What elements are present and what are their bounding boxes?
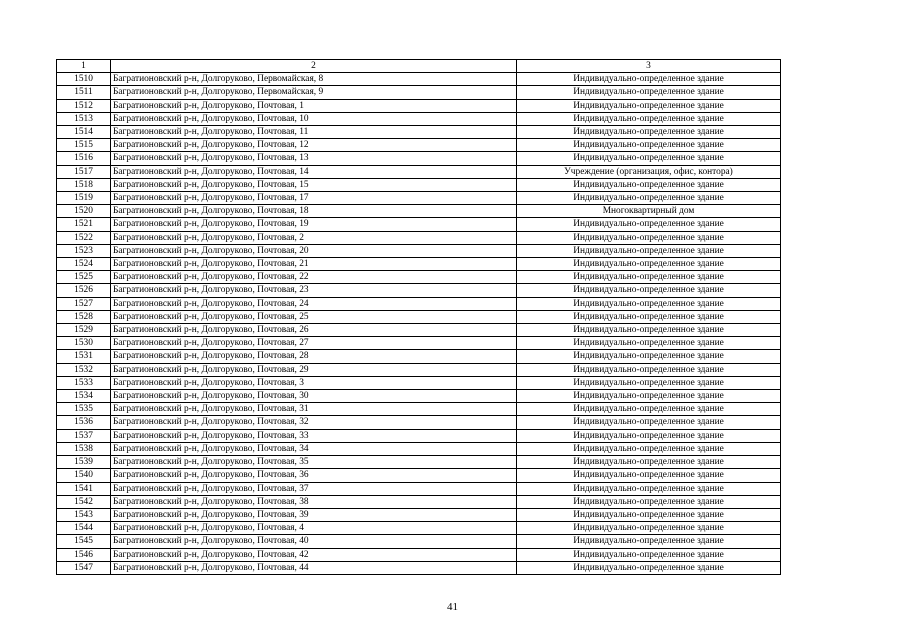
row-number: 1519 bbox=[57, 192, 111, 205]
address-cell: Багратионовский р-н, Долгоруково, Почтовая, 35 bbox=[111, 456, 517, 469]
object-type-cell: Индивидуально-определенное здание bbox=[517, 561, 781, 574]
object-type-cell: Индивидуально-определенное здание bbox=[517, 231, 781, 244]
row-number: 1528 bbox=[57, 310, 111, 323]
address-cell: Багратионовский р-н, Долгоруково, Почтовая, 23 bbox=[111, 284, 517, 297]
address-cell: Багратионовский р-н, Долгоруково, Почтовая, 34 bbox=[111, 442, 517, 455]
table-row bbox=[57, 112, 781, 125]
row-number: 1530 bbox=[57, 337, 111, 350]
column-header-3: 3 bbox=[517, 60, 781, 73]
row-number: 1518 bbox=[57, 178, 111, 191]
row-number: 1536 bbox=[57, 416, 111, 429]
row-number: 1525 bbox=[57, 271, 111, 284]
address-cell: Багратионовский р-н, Долгоруково, Почтовая, 10 bbox=[111, 112, 517, 125]
table-row bbox=[57, 535, 781, 548]
registry-table bbox=[56, 59, 781, 575]
address-cell: Багратионовский р-н, Долгоруково, Почтовая, 30 bbox=[111, 390, 517, 403]
row-number: 1527 bbox=[57, 297, 111, 310]
table-row bbox=[57, 324, 781, 337]
address-cell: Багратионовский р-н, Долгоруково, Почтовая, 24 bbox=[111, 297, 517, 310]
object-type-cell: Индивидуально-определенное здание bbox=[517, 218, 781, 231]
row-number: 1510 bbox=[57, 73, 111, 86]
address-cell: Багратионовский р-н, Долгоруково, Почтовая, 25 bbox=[111, 310, 517, 323]
row-number: 1531 bbox=[57, 350, 111, 363]
table-row bbox=[57, 482, 781, 495]
object-type-cell: Индивидуально-определенное здание bbox=[517, 126, 781, 139]
table-row bbox=[57, 152, 781, 165]
address-cell: Багратионовский р-н, Долгоруково, Почтовая, 33 bbox=[111, 429, 517, 442]
address-cell: Багратионовский р-н, Долгоруково, Почтовая, 27 bbox=[111, 337, 517, 350]
object-type-cell: Индивидуально-определенное здание bbox=[517, 495, 781, 508]
row-number: 1511 bbox=[57, 86, 111, 99]
row-number: 1515 bbox=[57, 139, 111, 152]
object-type-cell: Индивидуально-определенное здание bbox=[517, 376, 781, 389]
row-number: 1542 bbox=[57, 495, 111, 508]
table-row bbox=[57, 522, 781, 535]
table-row bbox=[57, 99, 781, 112]
row-number: 1541 bbox=[57, 482, 111, 495]
address-cell: Багратионовский р-н, Долгоруково, Почтовая, 38 bbox=[111, 495, 517, 508]
table-row bbox=[57, 416, 781, 429]
object-type-cell: Индивидуально-определенное здание bbox=[517, 337, 781, 350]
row-number: 1534 bbox=[57, 390, 111, 403]
object-type-cell: Индивидуально-определенное здание bbox=[517, 429, 781, 442]
address-cell: Багратионовский р-н, Долгоруково, Почтовая, 14 bbox=[111, 165, 517, 178]
table-row bbox=[57, 297, 781, 310]
row-number: 1532 bbox=[57, 363, 111, 376]
object-type-cell: Индивидуально-определенное здание bbox=[517, 469, 781, 482]
object-type-cell: Индивидуально-определенное здание bbox=[517, 112, 781, 125]
table-row bbox=[57, 126, 781, 139]
table-row bbox=[57, 218, 781, 231]
row-number: 1547 bbox=[57, 561, 111, 574]
object-type-cell: Индивидуально-определенное здание bbox=[517, 442, 781, 455]
object-type-cell: Индивидуально-определенное здание bbox=[517, 271, 781, 284]
object-type-cell: Индивидуально-определенное здание bbox=[517, 258, 781, 271]
table-row bbox=[57, 258, 781, 271]
row-number: 1523 bbox=[57, 244, 111, 257]
table-row bbox=[57, 231, 781, 244]
object-type-cell: Индивидуально-определенное здание bbox=[517, 548, 781, 561]
table-row bbox=[57, 192, 781, 205]
table-row bbox=[57, 363, 781, 376]
table-row bbox=[57, 139, 781, 152]
table-row bbox=[57, 429, 781, 442]
object-type-cell: Индивидуально-определенное здание bbox=[517, 73, 781, 86]
row-number: 1543 bbox=[57, 508, 111, 521]
table-row bbox=[57, 310, 781, 323]
row-number: 1539 bbox=[57, 456, 111, 469]
object-type-cell: Индивидуально-определенное здание bbox=[517, 178, 781, 191]
table-row bbox=[57, 548, 781, 561]
object-type-cell: Индивидуально-определенное здание bbox=[517, 284, 781, 297]
address-cell: Багратионовский р-н, Долгоруково, Почтовая, 13 bbox=[111, 152, 517, 165]
table-row bbox=[57, 178, 781, 191]
table-row bbox=[57, 271, 781, 284]
address-cell: Багратионовский р-н, Долгоруково, Почтовая, 22 bbox=[111, 271, 517, 284]
object-type-cell: Индивидуально-определенное здание bbox=[517, 363, 781, 376]
address-cell: Багратионовский р-н, Долгоруково, Почтовая, 42 bbox=[111, 548, 517, 561]
object-type-cell: Индивидуально-определенное здание bbox=[517, 482, 781, 495]
row-number: 1546 bbox=[57, 548, 111, 561]
row-number: 1529 bbox=[57, 324, 111, 337]
object-type-cell: Индивидуально-определенное здание bbox=[517, 350, 781, 363]
object-type-cell: Индивидуально-определенное здание bbox=[517, 416, 781, 429]
table-row bbox=[57, 350, 781, 363]
object-type-cell: Индивидуально-определенное здание bbox=[517, 324, 781, 337]
object-type-cell: Индивидуально-определенное здание bbox=[517, 244, 781, 257]
row-number: 1540 bbox=[57, 469, 111, 482]
row-number: 1545 bbox=[57, 535, 111, 548]
table-row bbox=[57, 508, 781, 521]
table-row bbox=[57, 561, 781, 574]
address-cell: Багратионовский р-н, Долгоруково, Почтовая, 29 bbox=[111, 363, 517, 376]
table-row bbox=[57, 165, 781, 178]
object-type-cell: Индивидуально-определенное здание bbox=[517, 535, 781, 548]
table-row bbox=[57, 376, 781, 389]
object-type-cell: Индивидуально-определенное здание bbox=[517, 192, 781, 205]
row-number: 1535 bbox=[57, 403, 111, 416]
row-number: 1537 bbox=[57, 429, 111, 442]
object-type-cell: Индивидуально-определенное здание bbox=[517, 152, 781, 165]
address-cell: Багратионовский р-н, Долгоруково, Почтовая, 37 bbox=[111, 482, 517, 495]
address-cell: Багратионовский р-н, Долгоруково, Почтовая, 32 bbox=[111, 416, 517, 429]
table-row bbox=[57, 244, 781, 257]
address-cell: Багратионовский р-н, Долгоруково, Почтовая, 28 bbox=[111, 350, 517, 363]
row-number: 1544 bbox=[57, 522, 111, 535]
row-number: 1513 bbox=[57, 112, 111, 125]
table-row bbox=[57, 284, 781, 297]
table-row bbox=[57, 205, 781, 218]
object-type-cell: Индивидуально-определенное здание bbox=[517, 390, 781, 403]
object-type-cell: Индивидуально-определенное здание bbox=[517, 522, 781, 535]
object-type-cell: Учреждение (организация, офис, контора) bbox=[517, 165, 781, 178]
object-type-cell: Многоквартирный дом bbox=[517, 205, 781, 218]
table-body bbox=[57, 73, 781, 575]
row-number: 1522 bbox=[57, 231, 111, 244]
column-header-1: 1 bbox=[57, 60, 111, 73]
address-cell: Багратионовский р-н, Долгоруково, Почтовая, 20 bbox=[111, 244, 517, 257]
address-cell: Багратионовский р-н, Долгоруково, Почтовая, 31 bbox=[111, 403, 517, 416]
row-number: 1512 bbox=[57, 99, 111, 112]
address-cell: Багратионовский р-н, Долгоруково, Почтовая, 26 bbox=[111, 324, 517, 337]
row-number: 1516 bbox=[57, 152, 111, 165]
object-type-cell: Индивидуально-определенное здание bbox=[517, 86, 781, 99]
object-type-cell: Индивидуально-определенное здание bbox=[517, 456, 781, 469]
row-number: 1538 bbox=[57, 442, 111, 455]
address-cell: Багратионовский р-н, Долгоруково, Почтовая, 1 bbox=[111, 99, 517, 112]
object-type-cell: Индивидуально-определенное здание bbox=[517, 508, 781, 521]
table-row bbox=[57, 390, 781, 403]
address-cell: Багратионовский р-н, Долгоруково, Первомайская, 9 bbox=[111, 86, 517, 99]
address-cell: Багратионовский р-н, Долгоруково, Почтовая, 18 bbox=[111, 205, 517, 218]
table-row bbox=[57, 337, 781, 350]
table-row bbox=[57, 495, 781, 508]
address-cell: Багратионовский р-н, Долгоруково, Почтовая, 44 bbox=[111, 561, 517, 574]
object-type-cell: Индивидуально-определенное здание bbox=[517, 297, 781, 310]
address-cell: Багратионовский р-н, Долгоруково, Почтовая, 4 bbox=[111, 522, 517, 535]
row-number: 1517 bbox=[57, 165, 111, 178]
address-cell: Багратионовский р-н, Долгоруково, Первомайская, 8 bbox=[111, 73, 517, 86]
row-number: 1521 bbox=[57, 218, 111, 231]
table-row bbox=[57, 86, 781, 99]
address-cell: Багратионовский р-н, Долгоруково, Почтовая, 3 bbox=[111, 376, 517, 389]
table-row bbox=[57, 456, 781, 469]
object-type-cell: Индивидуально-определенное здание bbox=[517, 99, 781, 112]
address-cell: Багратионовский р-н, Долгоруково, Почтовая, 2 bbox=[111, 231, 517, 244]
address-cell: Багратионовский р-н, Долгоруково, Почтовая, 12 bbox=[111, 139, 517, 152]
header-row bbox=[57, 60, 781, 73]
address-cell: Багратионовский р-н, Долгоруково, Почтовая, 11 bbox=[111, 126, 517, 139]
table-row bbox=[57, 442, 781, 455]
table-row bbox=[57, 73, 781, 86]
page-number: 41 bbox=[447, 601, 458, 613]
row-number: 1524 bbox=[57, 258, 111, 271]
address-cell: Багратионовский р-н, Долгоруково, Почтовая, 40 bbox=[111, 535, 517, 548]
address-cell: Багратионовский р-н, Долгоруково, Почтовая, 21 bbox=[111, 258, 517, 271]
table-row bbox=[57, 469, 781, 482]
row-number: 1520 bbox=[57, 205, 111, 218]
address-cell: Багратионовский р-н, Долгоруково, Почтовая, 39 bbox=[111, 508, 517, 521]
table-row bbox=[57, 403, 781, 416]
row-number: 1514 bbox=[57, 126, 111, 139]
object-type-cell: Индивидуально-определенное здание bbox=[517, 403, 781, 416]
object-type-cell: Индивидуально-определенное здание bbox=[517, 139, 781, 152]
row-number: 1526 bbox=[57, 284, 111, 297]
address-cell: Багратионовский р-н, Долгоруково, Почтовая, 15 bbox=[111, 178, 517, 191]
object-type-cell: Индивидуально-определенное здание bbox=[517, 310, 781, 323]
address-cell: Багратионовский р-н, Долгоруково, Почтовая, 17 bbox=[111, 192, 517, 205]
address-cell: Багратионовский р-н, Долгоруково, Почтовая, 19 bbox=[111, 218, 517, 231]
row-number: 1533 bbox=[57, 376, 111, 389]
column-header-2: 2 bbox=[111, 60, 517, 73]
address-cell: Багратионовский р-н, Долгоруково, Почтовая, 36 bbox=[111, 469, 517, 482]
